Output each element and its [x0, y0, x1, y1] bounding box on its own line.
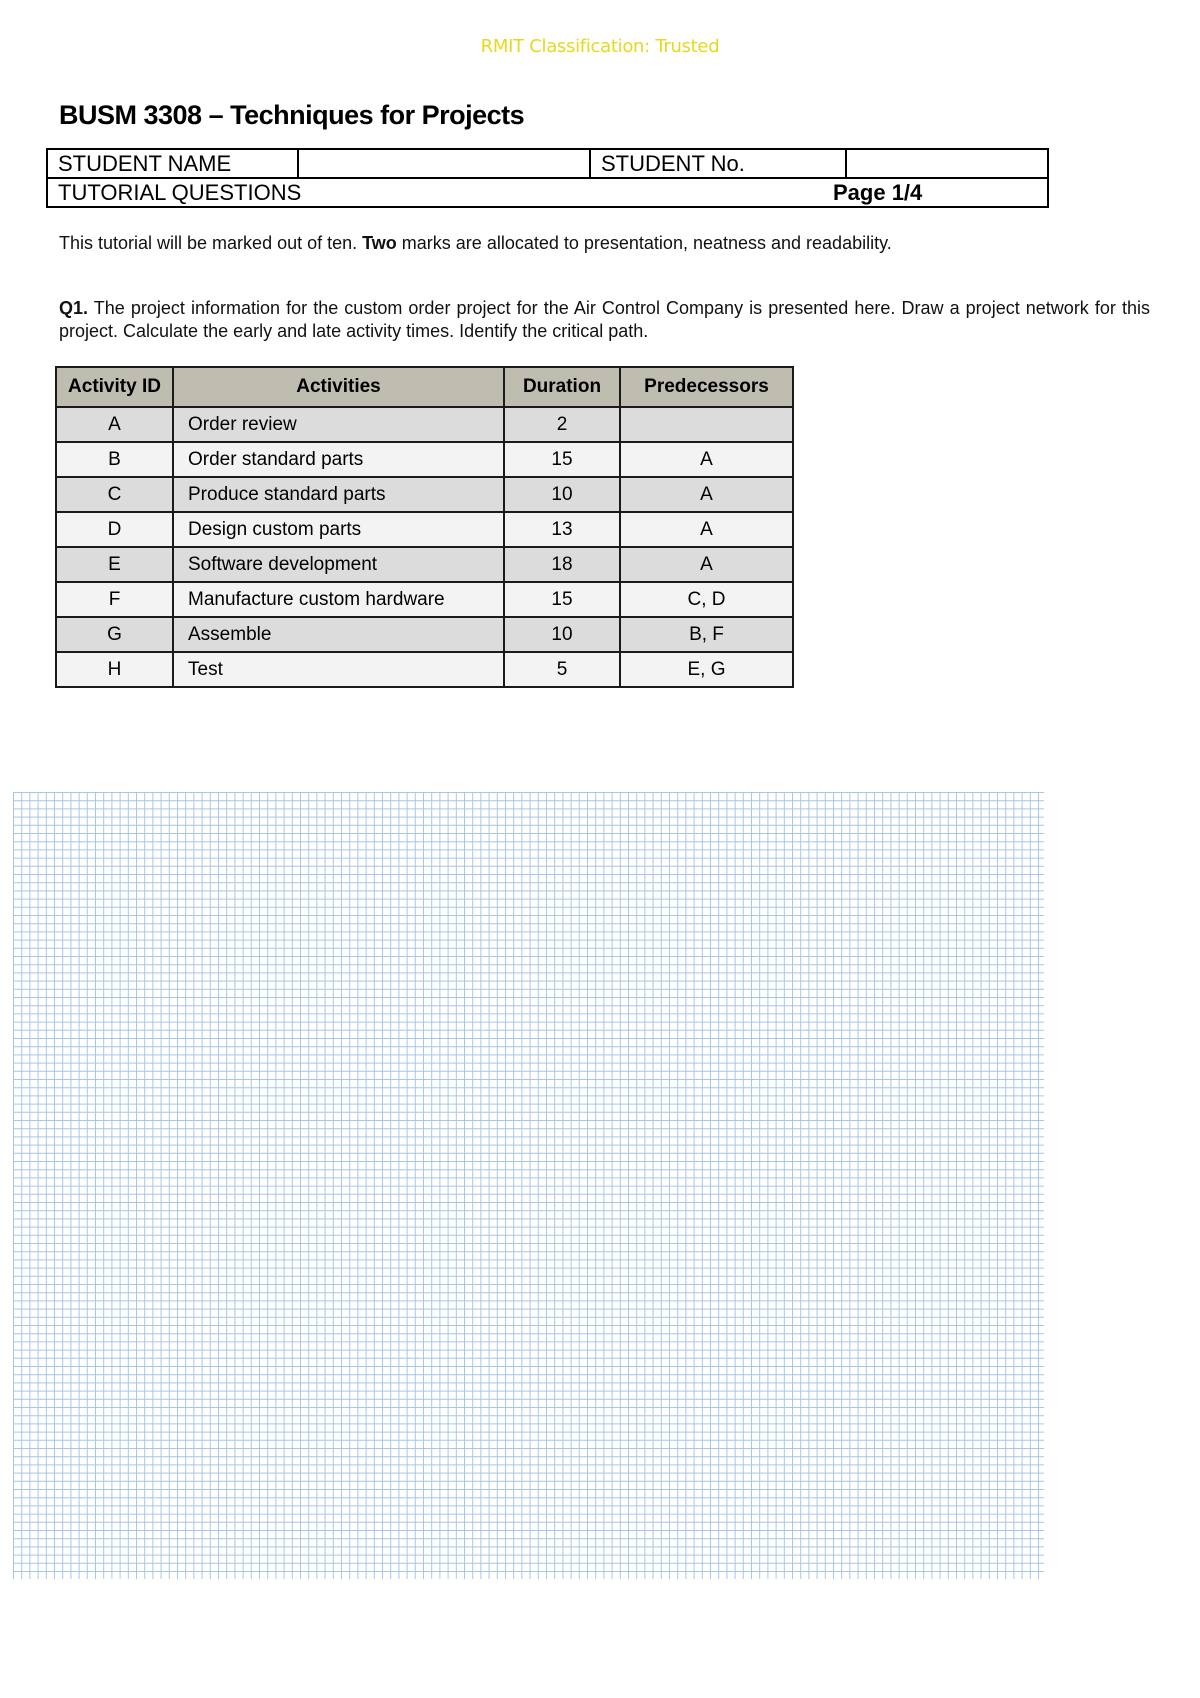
duration-cell: 10	[504, 477, 620, 512]
table-row	[56, 477, 793, 512]
table-row	[56, 582, 793, 617]
student-info-row	[48, 150, 1047, 179]
activity-id-cell: G	[56, 617, 173, 652]
table-row	[56, 407, 793, 442]
intro-text-before: This tutorial will be marked out of ten.	[59, 233, 363, 253]
column-header-duration: Duration	[504, 367, 620, 407]
classification-label: RMIT Classification: Trusted	[480, 36, 720, 57]
duration-cell: 15	[504, 442, 620, 477]
duration-cell: 18	[504, 547, 620, 582]
duration-cell: 2	[504, 407, 620, 442]
activity-name-cell: Manufacture custom hardware	[173, 582, 504, 617]
predecessors-cell: A	[620, 512, 793, 547]
student-info-box	[46, 148, 1049, 208]
activity-name-cell: Produce standard parts	[173, 477, 504, 512]
predecessors-cell: C, D	[620, 582, 793, 617]
student-name-field[interactable]	[299, 150, 591, 177]
predecessors-cell: A	[620, 477, 793, 512]
duration-cell: 15	[504, 582, 620, 617]
table-row	[56, 652, 793, 687]
predecessors-cell: E, G	[620, 652, 793, 687]
activity-id-cell: A	[56, 407, 173, 442]
section-label: TUTORIAL QUESTIONS	[58, 180, 302, 205]
activity-id-cell: C	[56, 477, 173, 512]
predecessors-cell	[620, 407, 793, 442]
predecessors-cell: B, F	[620, 617, 793, 652]
activity-id-cell: B	[56, 442, 173, 477]
duration-cell: 5	[504, 652, 620, 687]
duration-cell: 10	[504, 617, 620, 652]
table-row	[56, 547, 793, 582]
activity-name-cell: Software development	[173, 547, 504, 582]
duration-cell: 13	[504, 512, 620, 547]
student-name-label: STUDENT NAME	[48, 150, 299, 177]
activity-id-cell: D	[56, 512, 173, 547]
table-row	[56, 512, 793, 547]
intro-paragraph	[59, 232, 1150, 255]
page-number: Page 1/4	[833, 180, 923, 205]
question-1-text: The project information for the custom order project for the Air Control Company is presented here. Draw a project network for this project. Calculate the early and late activity times. Identify the critical path.	[59, 298, 1150, 341]
column-header-predecessors: Predecessors	[620, 367, 793, 407]
activity-name-cell: Order standard parts	[173, 442, 504, 477]
column-header-activities: Activities	[173, 367, 504, 407]
question-1-paragraph	[59, 297, 1150, 343]
course-title: BUSM 3308 – Techniques for Projects	[59, 100, 525, 130]
intro-text-bold: Two	[362, 233, 397, 253]
intro-text-after: marks are allocated to presentation, neatness and readability.	[396, 233, 892, 253]
activity-name-cell: Assemble	[173, 617, 504, 652]
table-row	[56, 617, 793, 652]
tutorial-row	[48, 179, 1047, 206]
predecessors-cell: A	[620, 442, 793, 477]
activity-table-header-row	[56, 367, 793, 407]
activity-name-cell: Test	[173, 652, 504, 687]
student-no-field[interactable]	[847, 150, 1047, 177]
student-no-label: STUDENT No.	[591, 150, 847, 177]
question-1-label: Q1.	[59, 298, 89, 318]
activity-id-cell: E	[56, 547, 173, 582]
table-row	[56, 442, 793, 477]
activity-name-cell: Order review	[173, 407, 504, 442]
grid-lines	[13, 792, 1044, 1579]
activity-table	[55, 366, 794, 688]
graph-paper-grid	[13, 792, 1044, 1579]
activity-name-cell: Design custom parts	[173, 512, 504, 547]
activity-id-cell: F	[56, 582, 173, 617]
column-header-activity-id: Activity ID	[56, 367, 173, 407]
activity-id-cell: H	[56, 652, 173, 687]
predecessors-cell: A	[620, 547, 793, 582]
